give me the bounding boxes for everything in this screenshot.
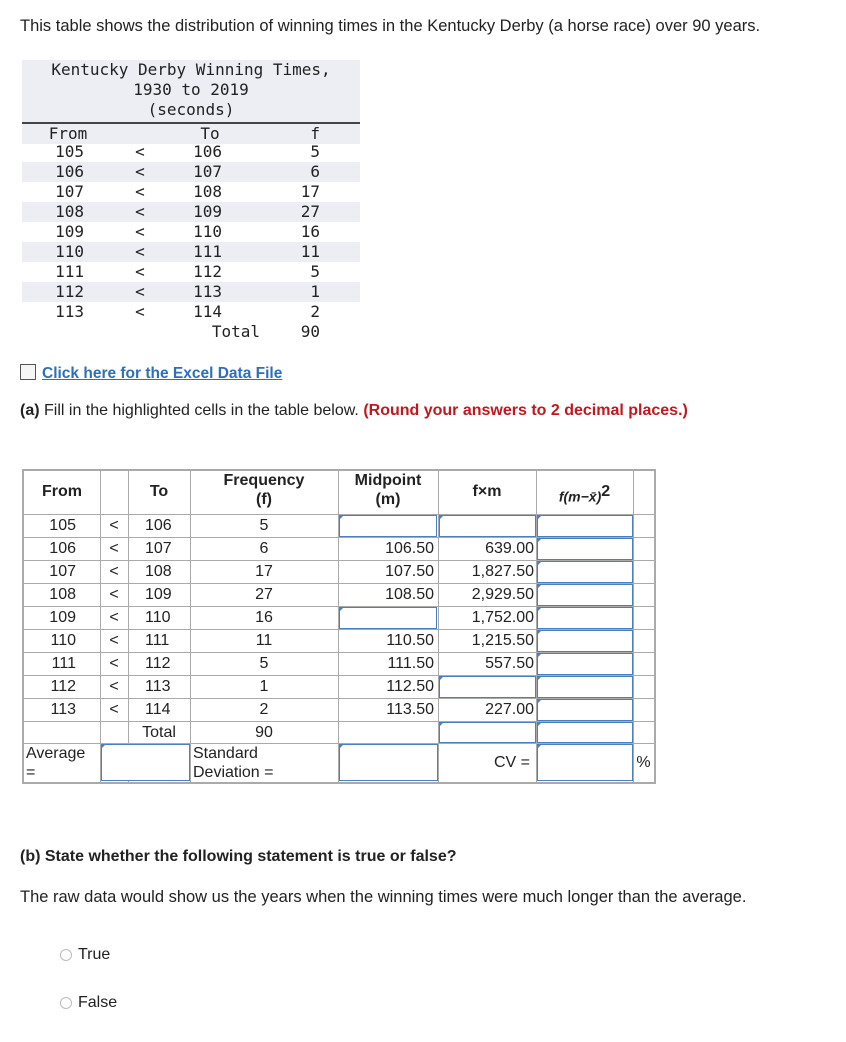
header-from: From xyxy=(48,124,88,143)
to-cell: 109 xyxy=(145,586,172,603)
option-true-radio[interactable] xyxy=(60,946,110,964)
deviation-input[interactable] xyxy=(537,653,633,675)
source-from: 111 xyxy=(55,262,84,281)
separator-cell: < xyxy=(109,586,119,603)
answer-table xyxy=(22,469,656,784)
frequency-cell: 1 xyxy=(259,678,269,695)
source-sep: < xyxy=(135,162,145,181)
source-from: 112 xyxy=(55,282,84,301)
source-f: 5 xyxy=(310,142,320,161)
source-from: 110 xyxy=(55,242,84,261)
header-from: From xyxy=(42,483,82,500)
midpoint-input[interactable] xyxy=(339,515,437,537)
header-midpoint: Midpoint xyxy=(354,472,422,489)
option-label: False xyxy=(78,994,118,1011)
separator-cell: < xyxy=(109,678,119,695)
source-f: 1 xyxy=(310,282,320,301)
frequency-cell: 27 xyxy=(255,586,273,603)
radio-circle-icon xyxy=(60,997,72,1009)
source-sep: < xyxy=(135,182,145,201)
from-cell: 109 xyxy=(49,609,76,626)
source-f: 5 xyxy=(310,262,320,281)
from-cell: 107 xyxy=(49,563,76,580)
midpoint-cell: 107.50 xyxy=(385,563,434,580)
midpoint-cell: 110.50 xyxy=(386,632,434,649)
source-to: 114 xyxy=(193,302,222,321)
std-dev-input[interactable] xyxy=(339,744,438,781)
to-cell: 114 xyxy=(145,701,171,718)
source-from: 109 xyxy=(55,222,84,241)
source-sep: < xyxy=(135,242,145,261)
source-to: 112 xyxy=(193,262,222,281)
separator-cell: < xyxy=(109,701,119,718)
frequency-cell: 2 xyxy=(259,701,269,718)
part-a-prefix: (a) xyxy=(20,402,40,419)
deviation-input[interactable] xyxy=(537,561,633,583)
percent-sign: % xyxy=(636,754,651,771)
separator-cell: < xyxy=(109,632,119,649)
frequency-cell: 6 xyxy=(259,540,269,557)
source-table-caption xyxy=(22,60,360,122)
from-cell: 112 xyxy=(50,678,76,695)
from-cell: 110 xyxy=(50,632,76,649)
deviation-total-input[interactable] xyxy=(537,722,633,743)
part-b-question: (b) State whether the following statement is true or false? xyxy=(20,848,457,865)
option-false-radio[interactable] xyxy=(60,994,117,1012)
caption-line: Kentucky Derby Winning Times, xyxy=(51,60,331,79)
midpoint-cell: 111.50 xyxy=(387,655,434,672)
option-label: True xyxy=(78,946,111,963)
fxm-input[interactable] xyxy=(439,676,536,698)
from-cell: 113 xyxy=(50,701,76,718)
to-cell: 113 xyxy=(145,678,171,695)
header-frequency-sub: (f) xyxy=(256,491,272,508)
fxm-cell: 1,827.50 xyxy=(471,563,534,580)
separator-cell: < xyxy=(109,655,119,672)
source-to: 108 xyxy=(193,182,222,201)
to-cell: 112 xyxy=(145,655,171,672)
std-dev-label-2: Deviation = xyxy=(193,764,274,781)
deviation-input[interactable] xyxy=(537,607,633,629)
fxm-total-input[interactable] xyxy=(439,722,536,743)
fxm-cell: 1,215.50 xyxy=(471,632,534,649)
source-sep: < xyxy=(135,262,145,281)
part-a-text: Fill in the highlighted cells in the table below. xyxy=(39,402,364,419)
source-to: 106 xyxy=(193,142,222,161)
source-sep: < xyxy=(135,302,145,321)
cv-input[interactable] xyxy=(537,744,633,781)
header-f: f xyxy=(310,124,320,143)
from-cell: 108 xyxy=(49,586,76,603)
source-to: 107 xyxy=(193,162,222,181)
deviation-input[interactable] xyxy=(537,699,633,721)
header-frequency: Frequency xyxy=(223,472,305,489)
source-from: 113 xyxy=(55,302,84,321)
to-cell: 106 xyxy=(145,517,172,534)
source-from: 108 xyxy=(55,202,84,221)
header-midpoint-sub: (m) xyxy=(375,491,401,508)
deviation-input[interactable] xyxy=(537,538,633,560)
source-f: 2 xyxy=(310,302,320,321)
fxm-cell: 227.00 xyxy=(485,701,534,718)
source-from: 107 xyxy=(55,182,84,201)
header-deviation xyxy=(536,481,633,508)
frequency-cell: 11 xyxy=(255,632,273,649)
midpoint-cell: 106.50 xyxy=(385,540,434,557)
average-equals: = xyxy=(26,764,36,781)
to-cell: 108 xyxy=(145,563,172,580)
source-f: 6 xyxy=(310,162,320,181)
source-from: 105 xyxy=(55,142,84,161)
excel-file-icon xyxy=(20,364,36,380)
header-to: To xyxy=(149,483,169,500)
separator-cell: < xyxy=(109,563,119,580)
source-to: 110 xyxy=(193,222,222,241)
fxm-cell: 557.50 xyxy=(485,655,534,672)
part-a-rounding-note: (Round your answers to 2 decimal places.) xyxy=(363,402,688,419)
to-cell: 107 xyxy=(145,540,172,557)
deviation-input[interactable] xyxy=(537,676,633,698)
deviation-input[interactable] xyxy=(537,584,633,606)
source-sep: < xyxy=(135,202,145,221)
fxm-cell: 639.00 xyxy=(485,540,534,557)
grid-line xyxy=(633,471,634,782)
source-to: 113 xyxy=(193,282,222,301)
frequency-cell: 16 xyxy=(255,609,273,626)
source-table-header xyxy=(22,122,360,144)
fxm-input[interactable] xyxy=(439,515,536,537)
total-value: 90 xyxy=(255,724,273,741)
separator-cell: < xyxy=(109,540,119,557)
caption-line: 1930 to 2019 xyxy=(133,80,249,99)
source-table xyxy=(22,60,360,343)
fxm-cell: 1,752.00 xyxy=(471,609,534,626)
excel-data-link[interactable] xyxy=(20,362,282,383)
midpoint-cell: 112.50 xyxy=(386,678,434,695)
part-a-instruction xyxy=(20,402,688,420)
frequency-cell: 5 xyxy=(259,655,269,672)
source-f: 11 xyxy=(300,242,320,261)
to-cell: 110 xyxy=(145,609,171,626)
radio-circle-icon xyxy=(60,949,72,961)
to-cell: 111 xyxy=(145,632,170,649)
deviation-input[interactable] xyxy=(537,515,633,537)
part-b-statement: The raw data would show us the years when the winning times were much longer than the average. xyxy=(20,888,747,906)
source-sep: < xyxy=(135,142,145,161)
caption-line: (seconds) xyxy=(147,100,235,119)
average-input[interactable] xyxy=(101,744,190,781)
frequency-cell: 17 xyxy=(255,563,273,580)
source-f: 27 xyxy=(300,202,320,221)
excel-link-label: Click here for the Excel Data File xyxy=(42,365,283,382)
fxm-cell: 2,929.50 xyxy=(471,586,534,603)
from-cell: 106 xyxy=(49,540,76,557)
source-f: 16 xyxy=(300,222,320,241)
separator-cell: < xyxy=(109,609,119,626)
source-f: 17 xyxy=(300,182,320,201)
from-cell: 111 xyxy=(51,655,76,672)
separator-cell: < xyxy=(109,517,119,534)
total-label: Total xyxy=(142,724,176,741)
source-sep: < xyxy=(135,222,145,241)
source-to: 111 xyxy=(193,242,222,261)
midpoint-cell: 113.50 xyxy=(386,701,434,718)
source-total-label: Total xyxy=(211,322,260,341)
midpoint-cell: 108.50 xyxy=(385,586,434,603)
from-cell: 105 xyxy=(49,517,76,534)
header-fxm: f×m xyxy=(472,483,502,500)
source-from: 106 xyxy=(55,162,84,181)
midpoint-input[interactable] xyxy=(339,607,437,629)
deviation-input[interactable] xyxy=(537,630,633,652)
deviation-label: f(m−x̄) xyxy=(558,488,602,505)
source-sep: < xyxy=(135,282,145,301)
source-total-value: 90 xyxy=(300,322,320,341)
intro-text: This table shows the distribution of winning times in the Kentucky Derby (a horse race) over 90 years. xyxy=(20,17,761,35)
average-label: Average xyxy=(26,745,86,762)
header-to: To xyxy=(200,124,220,143)
cv-label: CV = xyxy=(493,754,530,771)
deviation-exponent: 2 xyxy=(601,483,611,500)
frequency-cell: 5 xyxy=(259,517,269,534)
std-dev-label: Standard xyxy=(193,745,258,762)
source-to: 109 xyxy=(193,202,222,221)
